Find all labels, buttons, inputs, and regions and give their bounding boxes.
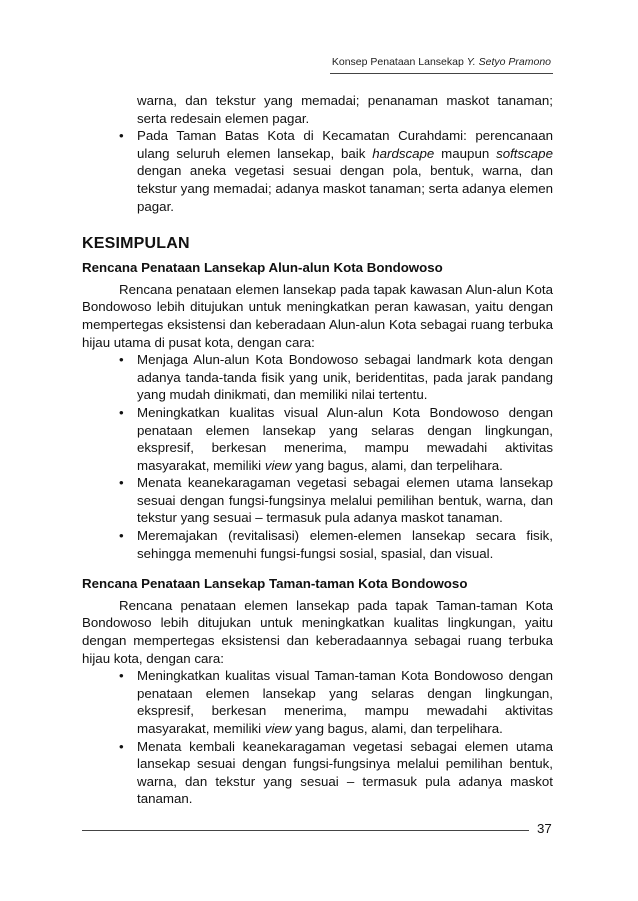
page-body <box>82 92 553 808</box>
running-header <box>332 56 551 68</box>
bullet-text: Pada Taman Batas Kota di Kecamatan Curahdami: perencanaan ulang seluruh elemen lansekap, baik <box>137 128 553 161</box>
bullet-text: Meningkatkan kualitas visual Alun-alun Kota Bondowoso dengan penataan elemen lansekap yang selaras dengan lingkungan, ekspresif, berkesan menerima, mampu mewadahi aktivitas masyarakat, memiliki <box>137 404 553 473</box>
top-bullet-list <box>82 127 553 215</box>
list-item <box>119 127 553 215</box>
header-rule <box>330 73 553 74</box>
header-title: Konsep Penataan Lansekap <box>331 56 464 68</box>
bullet-text: yang bagus, alami, dan terpelihara. <box>291 721 503 736</box>
section-title: KESIMPULAN <box>82 235 190 253</box>
bullet-text: Meningkatkan kualitas visual Taman-taman Kota Bondowoso dengan penataan elemen lansekap yang selaras dengan lingkungan, ekspresif, berkesan menerima, mampu mewadahi aktivitas masyarakat, memiliki <box>137 668 553 736</box>
continuation-text <box>82 92 553 127</box>
bullet-list-1 <box>82 351 553 562</box>
italic-term: softscape <box>496 145 553 161</box>
bullet-text: maupun <box>434 145 497 161</box>
paragraph: Rencana penataan elemen lansekap pada tapak kawasan Alun-alun Kota Bondowoso lebih ditujukan untuk meningkatkan peran kawasan, yaitu dengan mempertegas eksistensi dan keberadaan Alun-alun Kota sebagai ruang terbuka hijau utama di pusat kota, dengan cara: <box>82 281 553 350</box>
page-number: 37 <box>537 821 552 836</box>
paragraph: Rencana penataan elemen lansekap pada tapak Taman-taman Kota Bondowoso lebih ditujukan untuk meningkatkan kualitas lingkungan, yaitu dengan mempertegas eksistensi dan keberadaannya sebagai ruang terbuka hijau kota, dengan cara: <box>82 597 553 666</box>
list-item: • Meremajakan (revitalisasi) elemen-elemen lansekap secara fisik, sehingga memenuhi fungsi-fungsi sosial, spasial, dan visual. <box>119 527 553 562</box>
list-item: • Menata kembali keanekaragaman vegetasi sebagai elemen utama lansekap sesuai dengan fungsi-fungsinya melalui pemilihan bentuk, warna, dan tekstur yang sesuai – termasuk pula adanya maskot tanaman. <box>119 738 553 808</box>
list-item <box>119 667 553 737</box>
subsection-heading-1: Rencana Penataan Lansekap Alun-alun Kota Bondowoso <box>82 260 443 276</box>
bullet-text: dengan aneka vegetasi sesuai dengan pola, bentuk, warna, dan tekstur yang memadai; adanya maskot tanaman; serta adanya elemen pagar. <box>137 163 553 214</box>
list-item: • Menjaga Alun-alun Kota Bondowoso sebagai landmark kota dengan adanya tanda-tanda fisik yang unik, beridentitas, pada jarak pandang yang mudah dinikmati, dan memiliki nilai tertentu. <box>119 351 553 404</box>
subsection-heading-2: Rencana Penataan Lansekap Taman-taman Kota Bondowoso <box>82 576 468 592</box>
continuation-line-1: warna, dan tekstur yang memadai; penanaman maskot tanaman; <box>137 93 553 108</box>
bullet-text: yang bagus, alami, dan terpelihara. <box>291 457 503 473</box>
italic-term: view <box>264 457 292 473</box>
list-item: • Menata keanekaragaman vegetasi sebagai elemen utama lansekap sesuai dengan fungsi-fungsinya melalui pemilihan bentuk, warna, dan tekstur yang sesuai – termasuk pula adanya maskot tanaman. <box>119 474 553 527</box>
list-item <box>119 404 553 474</box>
bullet-list-2 <box>82 667 553 808</box>
header-author: Y. Setyo Pramono <box>466 56 551 68</box>
italic-term: view <box>264 721 292 736</box>
continuation-line-2: serta redesain elemen pagar. <box>137 110 310 126</box>
italic-term: hardscape <box>372 145 435 161</box>
footer-rule <box>82 830 529 831</box>
